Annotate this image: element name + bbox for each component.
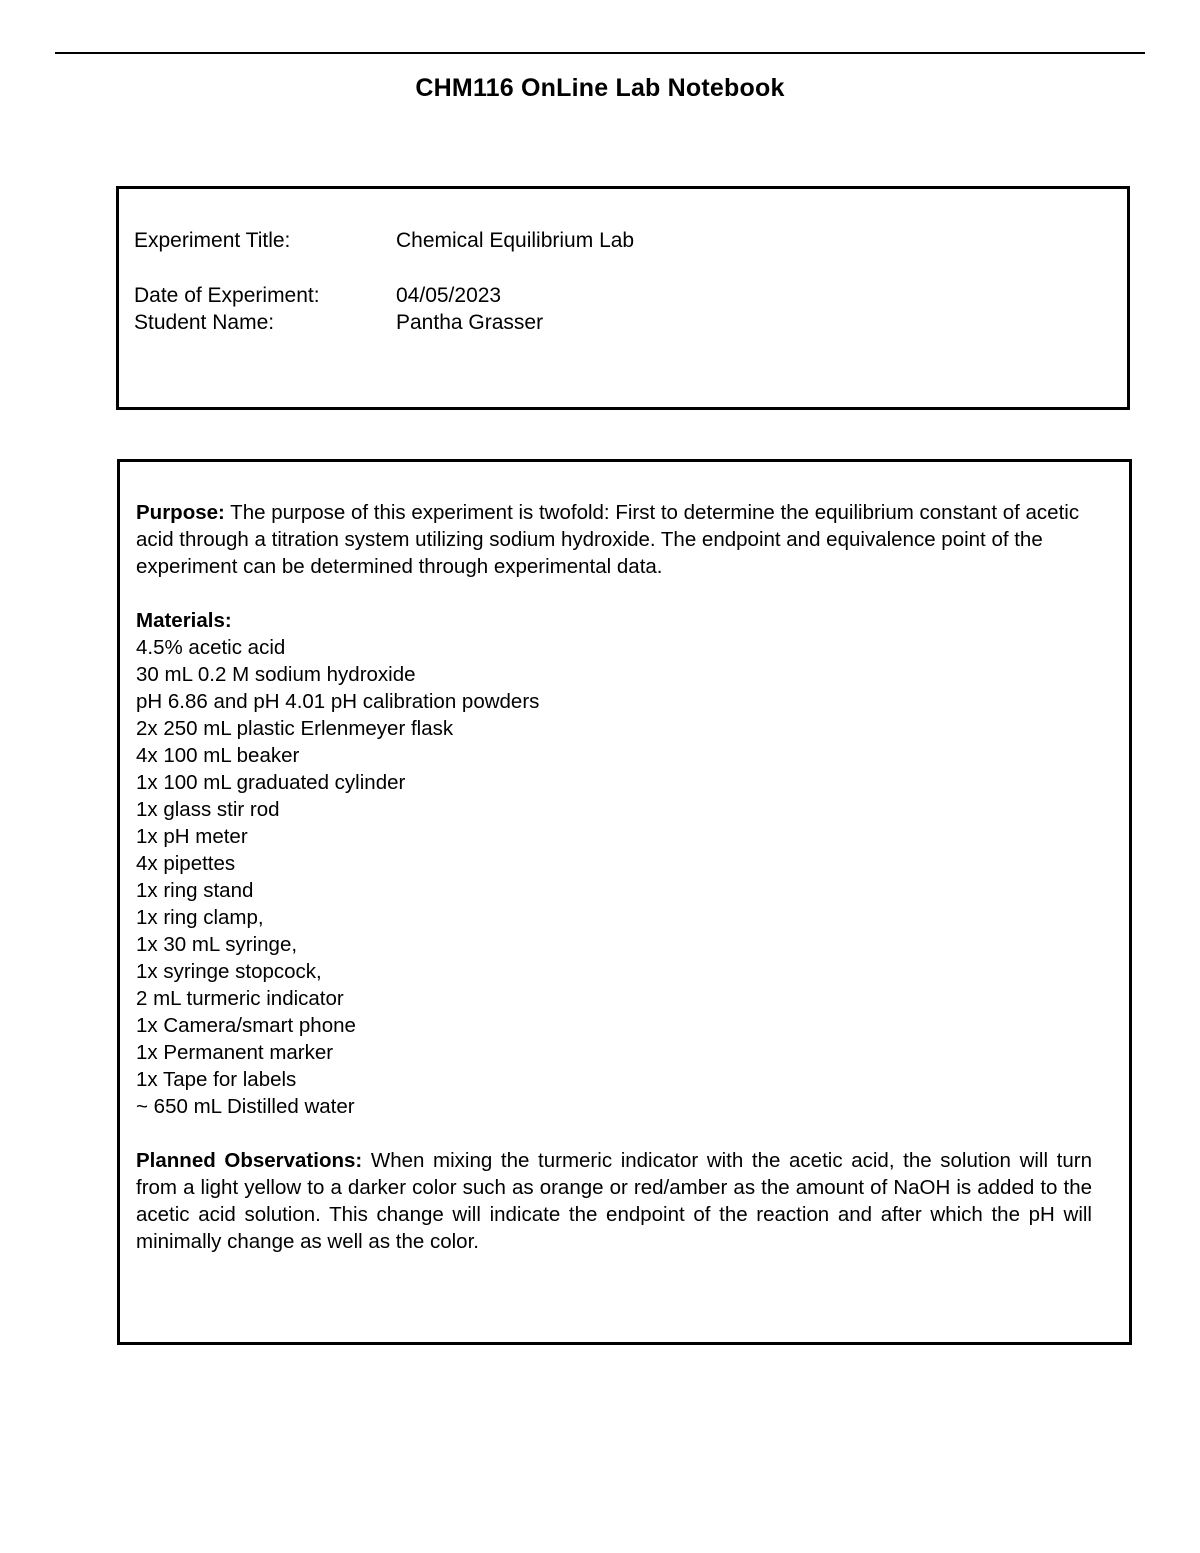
- date-value: 04/05/2023: [396, 284, 502, 307]
- list-item: 1x Permanent marker: [136, 1041, 334, 1064]
- purpose-heading: Purpose:: [136, 501, 225, 524]
- list-item: 4x 100 mL beaker: [136, 744, 300, 767]
- list-item: 1x ring clamp,: [136, 906, 264, 929]
- planned-observations-paragraph: [136, 1147, 1092, 1255]
- list-item: 30 mL 0.2 M sodium hydroxide: [136, 663, 416, 686]
- planned-observations-text: When mixing the turmeric indicator with the acetic acid, the solution will turn from a light yellow to a darker color such as orange or red/amber as the amount of NaOH is added to the acetic acid solution. This change will indicate the endpoint of the reaction and after which the pH will minimally change as well as the color.: [136, 1149, 1092, 1253]
- student-name-value: Pantha Grasser: [396, 311, 544, 334]
- purpose-paragraph: [136, 499, 1092, 580]
- list-item: pH 6.86 and pH 4.01 pH calibration powders: [136, 690, 540, 713]
- materials-heading: Materials:: [136, 609, 232, 632]
- list-item: 1x Camera/smart phone: [136, 1014, 356, 1037]
- page-title: CHM116 OnLine Lab Notebook: [415, 74, 785, 102]
- list-item: 1x Tape for labels: [136, 1068, 297, 1091]
- list-item: 2x 250 mL plastic Erlenmeyer flask: [136, 717, 454, 740]
- experiment-title-label: Experiment Title:: [134, 229, 291, 252]
- list-item: 1x pH meter: [136, 825, 248, 848]
- list-item: 1x syringe stopcock,: [136, 960, 322, 983]
- lab-content: [136, 499, 1092, 1255]
- spacer: [136, 580, 1092, 607]
- planned-observations-heading: Planned Observations:: [136, 1149, 363, 1172]
- list-item: 2 mL turmeric indicator: [136, 987, 344, 1010]
- list-item: 1x ring stand: [136, 879, 254, 902]
- top-divider: [55, 52, 1145, 54]
- materials-list: [136, 634, 1092, 1120]
- list-item: ~ 650 mL Distilled water: [136, 1095, 355, 1118]
- list-item: 1x 100 mL graduated cylinder: [136, 771, 406, 794]
- date-row: [134, 282, 501, 309]
- list-item: 4.5% acetic acid: [136, 636, 286, 659]
- lab-content-box: [117, 459, 1132, 1345]
- purpose-text: The purpose of this experiment is twofold: First to determine the equilibrium constant of acetic acid through a titration system utilizing sodium hydroxide. The endpoint and equivalence point of the experiment can be determined through experimental data.: [136, 501, 1080, 578]
- list-item: 4x pipettes: [136, 852, 236, 875]
- date-label: Date of Experiment:: [134, 284, 320, 307]
- student-row: [134, 309, 543, 336]
- spacer: [136, 1120, 1092, 1147]
- list-item: 1x glass stir rod: [136, 798, 280, 821]
- student-name-label: Student Name:: [134, 311, 275, 334]
- experiment-title-row: [134, 227, 634, 254]
- experiment-title-value: Chemical Equilibrium Lab: [396, 229, 635, 252]
- experiment-info-box: [116, 186, 1130, 410]
- list-item: 1x 30 mL syringe,: [136, 933, 298, 956]
